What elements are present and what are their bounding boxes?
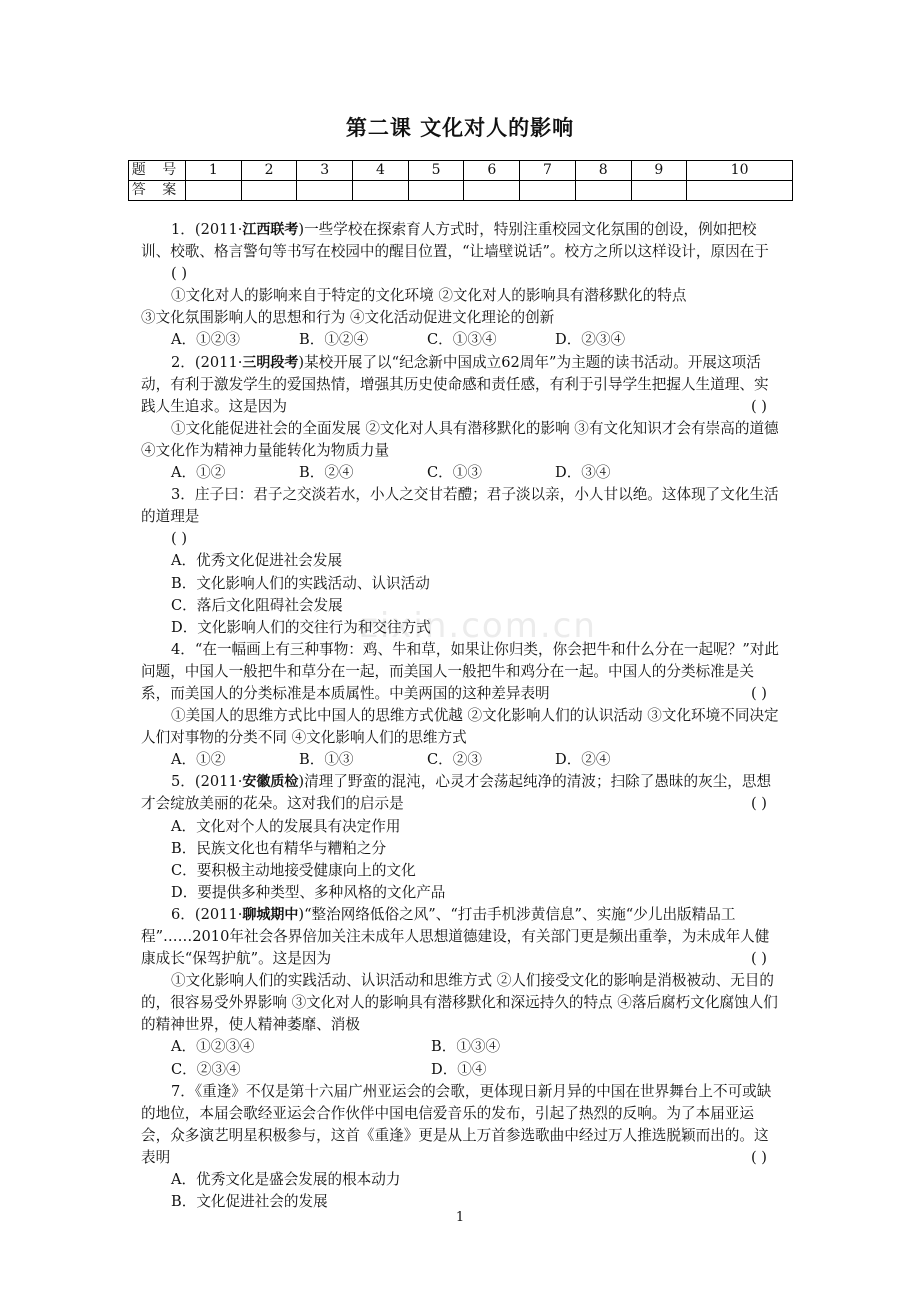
answer-cell[interactable] [631,181,687,201]
answer-cell[interactable] [408,181,464,201]
row-label-number: 题 号 [129,161,186,181]
option-d[interactable]: D．②④ [555,751,611,769]
option-c[interactable]: C．②③④ [171,1060,241,1078]
option-a[interactable]: A．①②③④ [171,1038,255,1056]
option-a[interactable]: A．优秀文化促进社会发展 [171,552,343,570]
answer-cell[interactable] [687,181,793,201]
option-a[interactable]: A．①②③ [171,331,240,349]
source-tag: 安徽质检 [242,774,299,791]
option-b[interactable]: B．①③④ [431,1038,501,1056]
answer-blank: ( ) [750,1148,767,1166]
options-row [141,749,781,771]
table-cell: 9 [631,161,687,181]
option-c[interactable]: C．②③ [427,751,482,769]
statements: ①文化能促进社会的全面发展 ②文化对人具有潜移默化的影响 ③有文化知识才会有崇高的道德 ④文化作为精神力量能转化为物质力量 [141,419,779,459]
option-c[interactable]: C．①③④ [427,331,497,349]
option-d[interactable]: D．①④ [431,1060,487,1078]
answer-cell[interactable] [353,181,409,201]
option-c[interactable]: C．要积极主动地接受健康向上的文化 [171,861,416,879]
statements: ①文化影响人们的实践活动、认识活动和思维方式 ②人们接受文化的影响是消极被动、无目的的，很容易受外界影响 ③文化对人的影响具有潜移默化和深远持久的特点 ④落后腐朽文化腐蚀人们的精神世界，使人精神萎靡、消极 [141,972,778,1034]
option-d[interactable]: D．文化影响人们的交往行为和交往方式 [171,618,431,636]
option-d[interactable]: D．②③④ [555,331,626,349]
question-2-stem: 2．(2011·三明段考)某校开展了以“纪念新中国成立62周年”为主题的读书活动。开展这项活动，有利于激发学生的爱国热情，增强其历史使命感和责任感，有利于引导学生把握人生道理、实践人生追求。这是因为 ( ) [141,352,781,418]
question-3-stem: 3．庄子曰：君子之交淡若水，小人之交甘若醴；君子淡以亲，小人甘以绝。这体现了文化生活的道理是 [141,486,779,526]
table-cell: 6 [464,161,520,181]
answer-blank: ( ) [171,265,188,283]
options-row [141,329,781,351]
statements: ①美国人的思维方式比中国人的思维方式优越 ②文化影响人们的认识活动 ③文化环境不同决定人们对事物的分类不同 ④文化影响人们的思维方式 [141,707,779,747]
table-cell: 3 [297,161,353,181]
table-row [129,161,793,181]
source-tag: 江西联考 [242,222,299,238]
table-cell: 1 [186,161,242,181]
table-cell: 2 [241,161,297,181]
answer-cell[interactable] [575,181,631,201]
options-row [141,1059,781,1081]
page-title: 第二课 文化对人的影响 [345,116,575,140]
question-4-stem: 4．“在一幅画上有三种事物：鸡、牛和草，如果让你归类，你会把牛和什么分在一起呢？”对此问题，中国人一般把牛和草分在一起，而美国人一般把牛和鸡分在一起。中国人的分类标准是关系，而美国人的分类标准是本质属性。中美两国的这种差异表明 ( ) [141,639,781,705]
question-list [141,219,781,1213]
option-a[interactable]: A．文化对个人的发展具有决定作用 [171,817,401,835]
options-row [141,1036,781,1058]
option-b[interactable]: B．①②④ [299,331,369,349]
answer-table [128,160,793,201]
option-d[interactable]: D．要提供多种类型、多种风格的文化产品 [171,883,446,901]
answer-cell[interactable] [241,181,297,201]
row-label-answer: 答 案 [129,181,186,201]
table-cell: 7 [520,161,576,181]
option-a[interactable]: A．①② [171,751,226,769]
table-cell: 4 [353,161,409,181]
statements: ①文化对人的影响来自于特定的文化环境 ②文化对人的影响具有潜移默化的特点 [171,287,687,305]
question-6-stem: 6．(2011·聊城期中)“整治网络低俗之风”、“打击手机涉黄信息”、实施“少儿出版精品工程”……2010年社会各界倍加关注未成年人思想道德建设，有关部门更是频出重拳，为未成年人健康成长“保驾护航”。这是因为 ( ) [141,904,781,970]
answer-blank: ( ) [171,530,188,548]
answer-cell[interactable] [520,181,576,201]
option-b[interactable]: B．文化影响人们的实践活动、认识活动 [171,574,430,592]
table-cell: 5 [408,161,464,181]
answer-cell[interactable] [464,181,520,201]
page-number: 1 [455,1210,465,1225]
answer-blank: ( ) [750,397,767,415]
option-a[interactable]: A．①② [171,464,226,482]
source-tag: 聊城期中 [242,906,299,923]
question-5-stem: 5．(2011·安徽质检)清理了野蛮的混沌，心灵才会荡起纯净的清波；扫除了愚昧的灰尘，思想才会绽放美丽的花朵。这对我们的启示是 ( ) [141,771,781,815]
question-1-stem: 1．(2011·江西联考)一些学校在探索育人方式时，特别注重校园文化氛围的创设，例如把校训、校歌、格言警句等书写在校园中的醒目位置，“让墙壁说话”。校方之所以这样设计，原因在于 [141,221,769,261]
watermark: zixin.com.cn [360,606,597,646]
table-cell: 10 [687,161,793,181]
answer-blank: ( ) [750,950,767,968]
statements: ③文化氛围影响人的思想和行为 ④文化活动促进文化理论的创新 [141,309,555,327]
answer-blank: ( ) [750,684,767,702]
table-row [129,181,793,201]
option-b[interactable]: B．民族文化也有精华与糟粕之分 [171,839,387,857]
answer-blank: ( ) [750,795,767,813]
option-c[interactable]: C．落后文化阻碍社会发展 [171,596,343,614]
option-a[interactable]: A．优秀文化是盛会发展的根本动力 [171,1171,401,1189]
source-tag: 三明段考 [242,354,299,371]
option-c[interactable]: C．①③ [427,464,482,482]
option-b[interactable]: B．②④ [299,464,354,482]
option-b[interactable]: B．文化促进社会的发展 [171,1193,328,1211]
option-d[interactable]: D．③④ [555,464,611,482]
answer-cell[interactable] [186,181,242,201]
options-row [141,462,781,484]
question-7-stem: 7．《重逢》不仅是第十六届广州亚运会的会歌，更体现日新月异的中国在世界舞台上不可或缺的地位，本届会歌经亚运会合作伙伴中国电信爱音乐的发布，引起了热烈的反响。为了本届亚运会，众多演艺明星积极参与，这首《重逢》更是从上万首参选歌曲中经过万人推选脱颖而出的。这表明 ( ) [141,1081,781,1169]
table-cell: 8 [575,161,631,181]
option-b[interactable]: B．①③ [299,751,354,769]
answer-cell[interactable] [297,181,353,201]
